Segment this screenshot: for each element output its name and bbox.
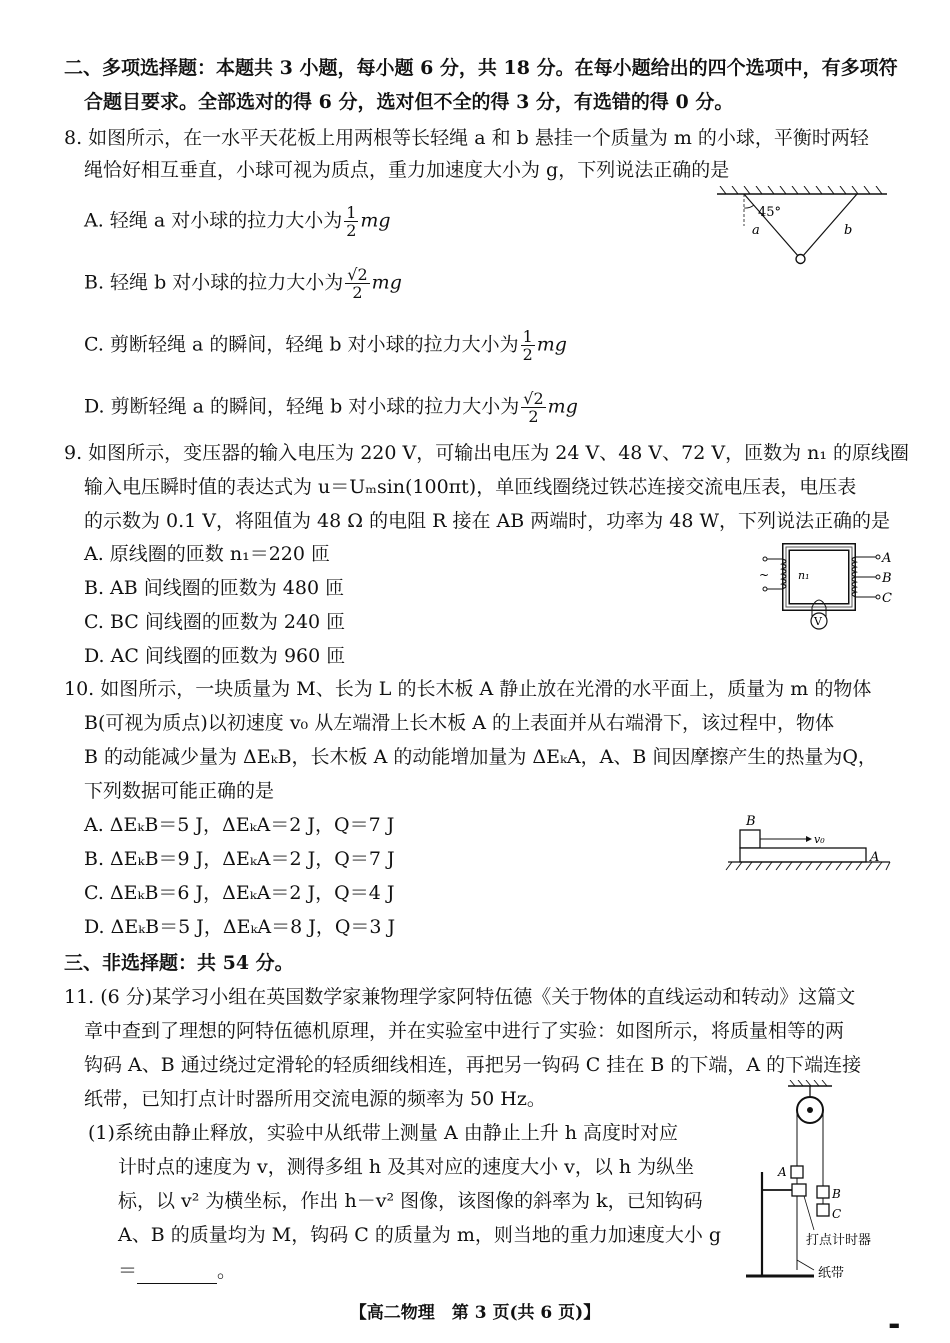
q8-option-a-text: A. 轻绳 a 对小球的拉力大小为: [84, 209, 343, 232]
q10-stem-line2: B(可视为质点)以初速度 v₀ 从左端滑上长木板 A 的上表面并从右端滑下，该过程中，物体: [84, 712, 835, 734]
q9-stem-line3: 的示数为 0.1 V，将阻值为 48 Ω 的电阻 R 接在 AB 两端时，功率为 48 W，下列说法正确的是: [84, 510, 890, 532]
fraction-one-half: $\frac{1}{2}$: [522, 327, 533, 364]
fraction-one-half: $\frac{1}{2}$: [346, 203, 357, 240]
fraction-root2-half: $\frac{√2}{2}$: [347, 265, 368, 302]
label-timer: 打点计时器: [806, 1233, 872, 1248]
ball: [796, 255, 805, 264]
block-b: [740, 830, 760, 848]
q8-stem-line2: 绳恰好相互垂直，小球可视为质点，重力加速度大小为 g，下列说法正确的是: [84, 159, 730, 181]
q10-stem-line4: 下列数据可能正确的是: [84, 780, 275, 802]
voltmeter-label: V: [814, 615, 822, 628]
q11-stem-line4: 纸带，已知打点计时器所用交流电源的频率为 50 Hz。: [84, 1088, 546, 1110]
board-a: [740, 848, 866, 862]
q11-sub1-line2: 计时点的速度为 v，测得多组 h 及其对应的速度大小 v，以 h 为纵坐: [118, 1156, 695, 1178]
ground-hatching: [726, 862, 890, 870]
q11-stem-line2: 章中查到了理想的阿特伍德机原理，并在实验室中进行了实验：如图所示，将质量相等的两: [84, 1020, 845, 1042]
q8-stem-line1: 8. 如图所示，在一水平天花板上用两根等长轻绳 a 和 b 悬挂一个质量为 m 的小球，平衡时两轻: [64, 127, 869, 149]
q9-figure-transformer: [756, 543, 896, 635]
timer-device: [792, 1184, 806, 1196]
label-C: C: [882, 591, 892, 606]
label-A: A: [882, 551, 892, 566]
q10-option-d: D. ΔEₖB＝5 J，ΔEₖA＝8 J，Q＝3 J: [84, 916, 396, 938]
mg-symbol: mg: [536, 333, 567, 356]
q8-option-c-text: C. 剪断轻绳 a 的瞬间，轻绳 b 对小球的拉力大小为: [84, 333, 519, 356]
q9-option-d: D. AC 间线圈的匝数为 960 匝: [84, 645, 346, 667]
q10-stem-line1: 10. 如图所示，一块质量为 M、长为 L 的长木板 A 静止放在光滑的水平面上，质量为 m 的物体: [64, 678, 872, 700]
terminal-c: [876, 595, 880, 599]
q8-option-c: [84, 328, 567, 363]
section2-heading-line1: 二、多项选择题：本题共 3 小题，每小题 6 分，共 18 分。在每小题给出的四个选项中，有多项符: [64, 57, 898, 79]
label-A: A: [778, 1165, 787, 1179]
q11-stem-line1: 11. (6 分)某学习小组在英国数学家兼物理学家阿特伍德《关于物体的直线运动和转动》这篇文: [64, 986, 856, 1008]
q11-sub1-line3: 标，以 v² 为横坐标，作出 h－v² 图像，该图像的斜率为 k，已知钩码: [118, 1190, 703, 1212]
q10-option-b: B. ΔEₖB＝9 J，ΔEₖA＝2 J，Q＝7 J: [84, 848, 395, 870]
q8-option-b-text: B. 轻绳 b 对小球的拉力大小为: [84, 271, 344, 294]
ceiling-hatching: [720, 186, 882, 194]
label-a: a: [752, 223, 760, 238]
q9-option-c: C. BC 间线圈的匝数为 240 匝: [84, 611, 346, 633]
angle-label: 45°: [758, 205, 782, 220]
q10-option-a: A. ΔEₖB＝5 J，ΔEₖA＝2 J，Q＝7 J: [84, 814, 395, 836]
angle-arc: [744, 205, 754, 208]
q9-stem-line1: 9. 如图所示，变压器的输入电压为 220 V，可输出电压为 24 V、48 V、72 V，匝数为 n₁ 的原线圈: [64, 442, 910, 464]
label-A: A: [870, 850, 880, 865]
corner-mark: ▬: [888, 1318, 900, 1332]
label-C: C: [832, 1207, 842, 1221]
q8-option-d: [84, 390, 578, 425]
mg-symbol: mg: [547, 395, 578, 418]
q8-option-a: [84, 204, 391, 239]
q9-option-a: A. 原线圈的匝数 n₁＝220 匝: [84, 543, 330, 565]
q9-stem-line2: 输入电压瞬时值的表达式为 u＝Uₘsin(100πt)，单匝线圈绕过铁芯连接交流电压表，电压表: [84, 476, 857, 498]
label-B: B: [832, 1187, 841, 1201]
iron-core: [786, 547, 852, 607]
label-B: B: [882, 571, 892, 586]
q10-figure-board-block: [724, 810, 894, 882]
q8-option-b: [84, 266, 402, 301]
ac-source-symbol: ~: [759, 568, 770, 582]
q10-option-c: C. ΔEₖB＝6 J，ΔEₖA＝2 J，Q＝4 J: [84, 882, 395, 904]
q11-stem-line3: 钩码 A、B 通过绕过定滑轮的轻质细线相连，再把另一钩码 C 挂在 B 的下端，A 的下端连接: [84, 1054, 862, 1076]
q8-figure-ceiling-ropes: [712, 186, 892, 270]
page-footer: 【高二物理 第 3 页(共 6 页)】: [349, 1303, 601, 1323]
answer-blank[interactable]: [137, 1265, 217, 1284]
q11-figure-atwood-machine: [740, 1080, 910, 1288]
weight-a: [791, 1166, 803, 1178]
section3-heading: 三、非选择题：共 54 分。: [64, 952, 294, 974]
q11-sub1-line1: (1)系统由静止释放，实验中从纸带上测量 A 由静止上升 h 高度时对应: [88, 1122, 679, 1144]
q11-sub1-line5: ＝ 。: [118, 1260, 237, 1282]
label-v0: v₀: [814, 833, 825, 846]
mg-symbol: mg: [371, 271, 402, 294]
label-B: B: [746, 814, 756, 829]
weight-c: [817, 1204, 829, 1216]
q11-sub1-line4: A、B 的质量均为 M，钩码 C 的质量为 m，则当地的重力加速度大小 g: [118, 1224, 722, 1246]
weight-b: [817, 1186, 829, 1198]
label-n1: n₁: [798, 569, 810, 582]
terminal-b: [876, 575, 880, 579]
fraction-root2-half: $\frac{√2}{2}$: [523, 389, 544, 426]
section2-heading-line2: 合题目要求。全部选对的得 6 分，选对但不全的得 3 分，有选错的得 0 分。: [84, 91, 734, 113]
q8-option-d-text: D. 剪断轻绳 a 的瞬间，轻绳 b 对小球的拉力大小为: [84, 395, 520, 418]
label-tape: 纸带: [818, 1266, 845, 1281]
label-b: b: [844, 223, 853, 238]
terminal-a: [876, 555, 880, 559]
q9-option-b: B. AB 间线圈的匝数为 480 匝: [84, 577, 345, 599]
mg-symbol: mg: [360, 209, 391, 232]
q10-stem-line3: B 的动能减少量为 ΔEₖB，长木板 A 的动能增加量为 ΔEₖA，A、B 间因摩擦产生的热量为Q，: [84, 746, 877, 768]
